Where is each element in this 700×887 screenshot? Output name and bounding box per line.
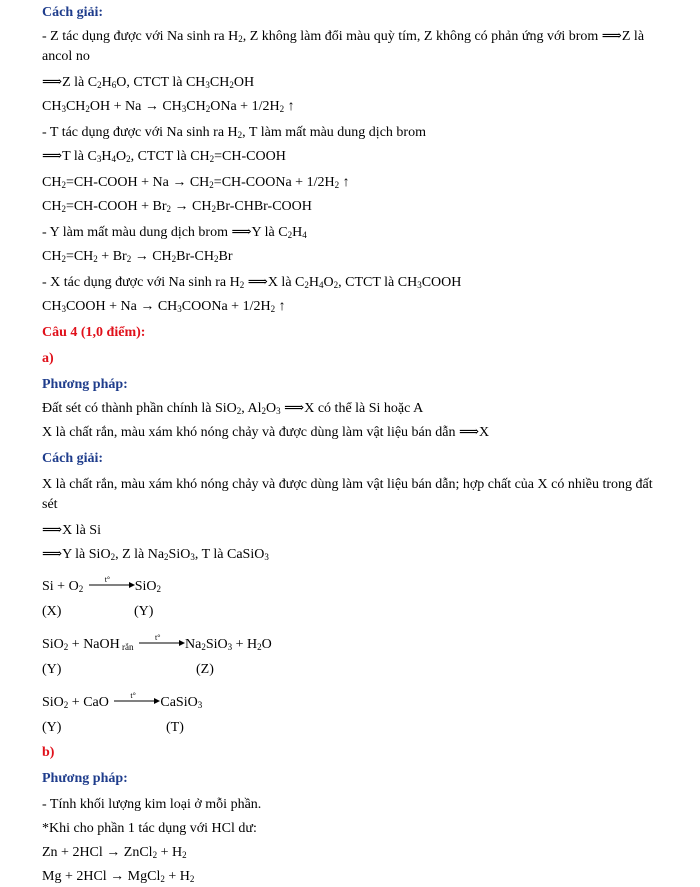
equation-acrylic-br2: $CH_2=CH$-COOH + $Br_2$ → $CH_2Br-CHBr$-COOH xyxy=(42,199,312,214)
label-z: (Z) xyxy=(196,662,214,677)
reaction-si-o2: $Si + O_2$ t° SiO$_2$ xyxy=(42,575,161,594)
reaction-sio2-cao: SiO$_2$ + CaO t° CaSiO$_3$ xyxy=(42,691,203,710)
reaction-arrow-icon: t° xyxy=(137,636,185,650)
equation-ethylene-br2: $CH_2=CH_2 + Br_2 \to CH_2Br-CH_2Br$ xyxy=(42,249,233,264)
z-ctct: ⟹Z là $C_2H_6O$, CTCT là $CH_3CH_2OH$ xyxy=(42,75,255,90)
method-a-line-2: X là chất rắn, màu xám khó nóng chảy và được dùng làm vật liệu bán dẫn ⟹X xyxy=(42,425,490,440)
heading-cach-giai: Cách giải: xyxy=(42,5,104,20)
equation-ethanol-na: $CH_3CH_2OH + Na \to CH_3CH_2ONa + 1/2H_2$ ↑ xyxy=(42,99,295,114)
solution-a-line-2: sét xyxy=(42,497,58,512)
z-statement-cont: ancol no xyxy=(42,49,90,64)
label-y-2: (Y) xyxy=(42,662,62,677)
y-statement: - Y làm mất màu dung dịch brom ⟹Y là $C_2H_4$ xyxy=(42,225,307,240)
heading-phuong-phap-a: Phương pháp: xyxy=(42,377,128,392)
question-4-heading: Câu 4 (1,0 điểm): xyxy=(42,325,146,340)
equation-mg-hcl: Mg + 2HCl → MgCl$_2$ + $H_2$ xyxy=(42,869,195,884)
solution-a-line-1: X là chất rắn, màu xám khó nóng chảy và được dùng làm vật liệu bán dẫn; hợp chất của X có nhiều trong đất xyxy=(42,477,653,492)
t-ctct: ⟹T là $C_3H_4O_2$, CTCT là $CH_2=CH$-COOH xyxy=(42,149,286,164)
z-statement: - Z tác dụng được với Na sinh ra $H_2$, Z không làm đổi màu quỳ tím, Z không có phản ứng với brom ⟹Z là xyxy=(42,29,645,44)
label-y-3: (Y) xyxy=(42,720,62,735)
label-y: (Y) xyxy=(134,604,154,619)
label-t: (T) xyxy=(166,720,184,735)
part-b-label: b) xyxy=(42,745,55,760)
heading-phuong-phap-b: Phương pháp: xyxy=(42,771,128,786)
heading-cach-giai-a: Cách giải: xyxy=(42,451,104,466)
reaction-sio2-naoh: SiO$_2$ + NaOH $_{rắn}$ t° $Na_2SiO_3 + H_2O$ xyxy=(42,633,272,652)
method-b-line-2: *Khi cho phần 1 tác dụng với HCl dư: xyxy=(42,821,257,836)
method-a-line-1: Đất sét có thành phần chính là SiO$_2$, $Al_2O_3$ ⟹X có thể là Si hoặc A xyxy=(42,401,424,416)
equation-acrylic-na: $CH_2=CH$-COOH + $Na \to CH_2=CH$-COONa + $1/2H_2$ ↑ xyxy=(42,175,350,190)
label-x: (X) xyxy=(42,604,62,619)
solution-a-line-3: ⟹X là Si xyxy=(42,523,101,538)
solution-a-line-4: ⟹Y là SiO$_2$, Z là $Na_2SiO_3$, T là CaSiO$_3$ xyxy=(42,547,269,562)
x-statement: - X tác dụng được với Na sinh ra $H_2$ ⟹X là $C_2H_4O_2$, CTCT là $CH_3COOH$ xyxy=(42,275,462,290)
t-statement: - T tác dụng được với Na sinh ra $H_2$, T làm mất màu dung dịch brom xyxy=(42,125,426,140)
equation-acetic-na: $CH_3COOH + Na$ → $CH_3COONa + 1/2H_2$ ↑ xyxy=(42,299,286,314)
method-b-line-1: - Tính khối lượng kim loại ở mỗi phần. xyxy=(42,797,262,812)
reaction-arrow-icon: t° xyxy=(112,694,160,708)
equation-zn-hcl: Zn + 2HCl → ZnCl$_2$ + $H_2$ xyxy=(42,845,187,860)
part-a-label: a) xyxy=(42,351,54,366)
reaction-arrow-icon: t° xyxy=(87,578,135,592)
